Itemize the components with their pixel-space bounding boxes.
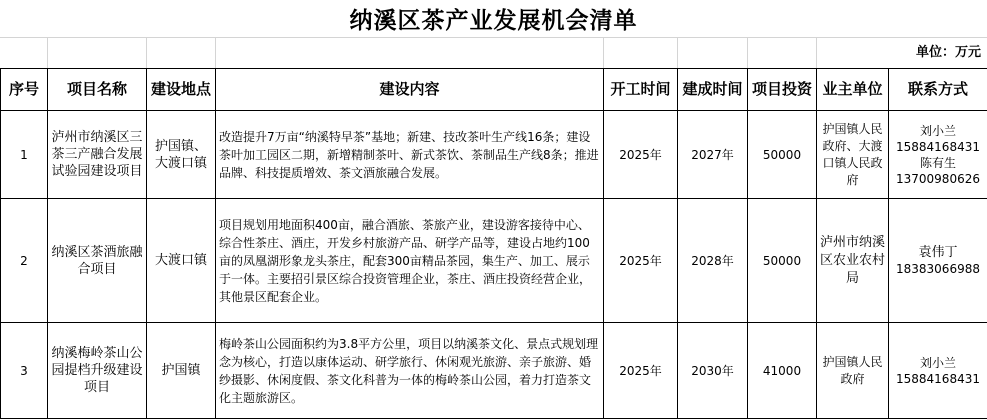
cell-location: 护国镇、大渡口镇 [147, 111, 216, 199]
cell-owner: 泸州市纳溪区农业农村局 [817, 199, 889, 323]
table-row [1, 199, 987, 323]
grid-line-v5 [677, 37, 678, 68]
cell-start: 2025年 [604, 323, 678, 419]
header-finish: 建成时间 [678, 69, 748, 111]
cell-finish: 2030年 [678, 323, 748, 419]
header-row [1, 69, 987, 111]
header-contact: 联系方式 [889, 69, 987, 111]
cell-start: 2025年 [604, 111, 678, 199]
cell-finish: 2027年 [678, 111, 748, 199]
contact-phone: 15884168431 [896, 371, 980, 386]
cell-contact [889, 111, 987, 199]
header-start: 开工时间 [604, 69, 678, 111]
cell-investment: 50000 [748, 199, 817, 323]
contact-phone: 15884168431 [896, 139, 980, 154]
cell-content: 改造提升7万亩“纳溪特早茶”基地；新建、技改茶叶生产线16条；建设茶叶加工园区二期，新增精制茶叶、新式茶饮、茶制品生产线8条；推进品牌、科技提质增效、茶文酒旅融合发展。 [216, 111, 604, 199]
cell-contact [889, 199, 987, 323]
cell-contact [889, 323, 987, 419]
header-owner: 业主单位 [817, 69, 889, 111]
cell-finish: 2028年 [678, 199, 748, 323]
cell-location: 护国镇 [147, 323, 216, 419]
cell-investment: 41000 [748, 323, 817, 419]
contact-person: 刘小兰 [919, 355, 956, 370]
table-row [1, 323, 987, 419]
contact-phone: 13700980626 [896, 171, 980, 186]
header-location: 建设地点 [147, 69, 216, 111]
contact-person: 陈有生 [919, 155, 956, 170]
grid-line-v6 [747, 37, 748, 68]
header-seq: 序号 [1, 69, 48, 111]
grid-line-v2 [146, 37, 147, 68]
cell-investment: 50000 [748, 111, 817, 199]
table-row [1, 111, 987, 199]
cell-name: 纳溪区茶酒旅融合项目 [48, 199, 147, 323]
grid-line-v7 [816, 37, 817, 68]
cell-seq: 1 [1, 111, 48, 199]
contact-person: 袁伟丁 [918, 244, 958, 260]
contact-phone: 18383066988 [896, 261, 980, 276]
cell-content: 梅岭茶山公园面积约为3.8平方公里，项目以纳溪茶文化、景点式规划理念为核心，打造以康体运动、研学旅行、休闲观光旅游、亲子旅游、婚纱摄影、休闲度假、茶文化科普为一体的梅岭茶山公园，着力打造茶文化主题旅游区。 [216, 323, 604, 419]
cell-owner: 护国镇人民政府、大渡口镇人民政府 [817, 111, 889, 199]
grid-line-v4 [603, 37, 604, 68]
cell-owner: 护国镇人民政府 [817, 323, 889, 419]
cell-name: 泸州市纳溪区三茶三产融合发展试验园建设项目 [48, 111, 147, 199]
cell-location: 大渡口镇 [147, 199, 216, 323]
cell-content: 项目规划用地面积400亩，融合酒旅、茶旅产业，建设游客接待中心、综合性茶庄、酒庄，开发乡村旅游产品、研学产品等，建设占地约100亩的凤凰湖形象龙头茶庄，配套300亩精品茶园，集生产、加工、展示于一体。主要招引景区综合投资管理企业，茶庄、酒庄投资经营企业，其他景区配套企业。 [216, 199, 604, 323]
page-title: 纳溪区茶产业发展机会清单 [349, 7, 638, 34]
header-name: 项目名称 [48, 69, 147, 111]
grid-line-v1 [47, 37, 48, 68]
unit-label: 单位：万元 [915, 45, 981, 60]
opportunity-table [0, 68, 987, 419]
cell-seq: 2 [1, 199, 48, 323]
cell-name: 纳溪梅岭茶山公园提档升级建设项目 [48, 323, 147, 419]
grid-line-h1 [0, 37, 987, 38]
header-content: 建设内容 [216, 69, 604, 111]
cell-start: 2025年 [604, 199, 678, 323]
header-investment: 项目投资 [748, 69, 817, 111]
grid-line-v3 [215, 37, 216, 68]
cell-seq: 3 [1, 323, 48, 419]
contact-person: 刘小兰 [919, 123, 956, 138]
